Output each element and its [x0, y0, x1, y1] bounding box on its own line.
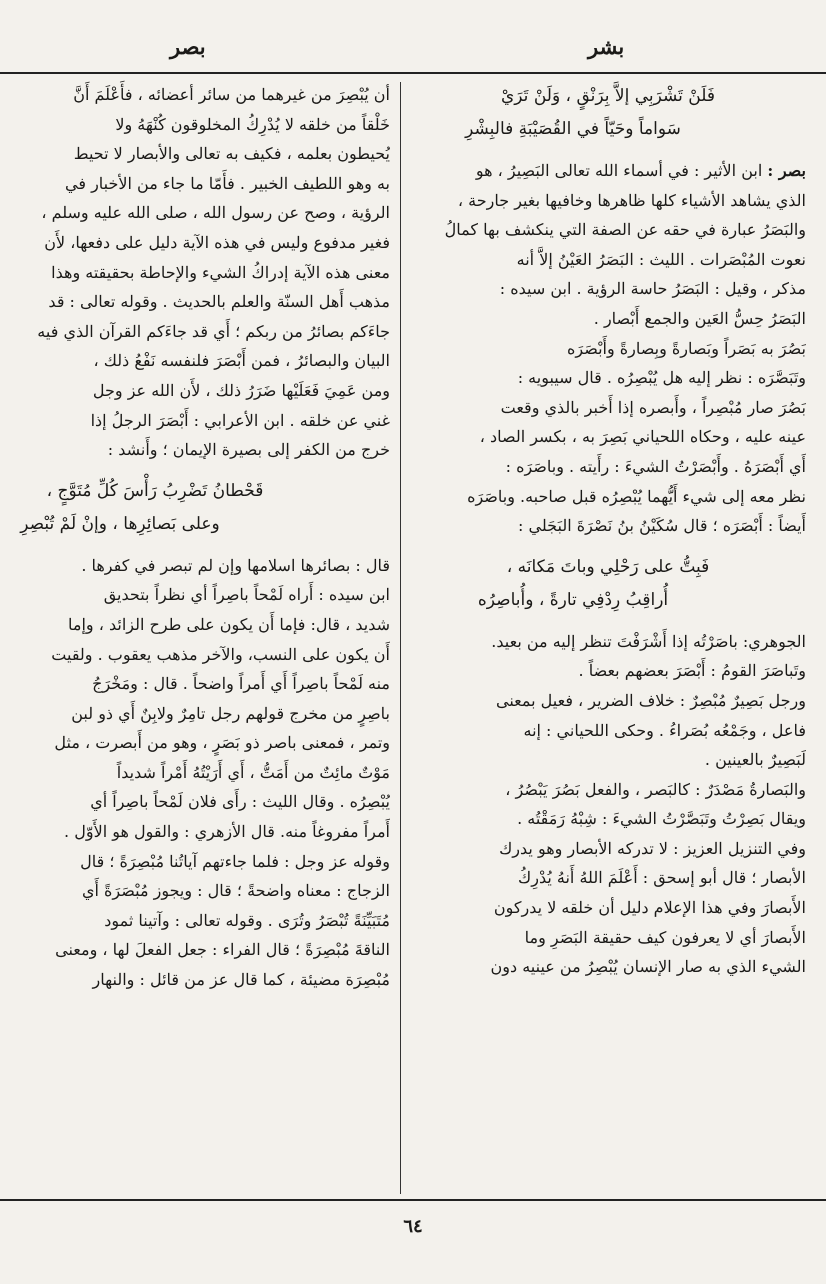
text-line: الشيء الذي به صار الإنسان يُبْصِرُ من عينيه دون — [490, 957, 806, 977]
header-rule — [0, 72, 826, 74]
text-line: والبَصارةُ مَصْدَرٌ : كالبَصر ، والفعل بَصُرَ يَبْصُرُ ، — [505, 779, 806, 799]
text-line: خرج من الكفر إلى بصيرة الإيمان ؛ وأَنشد : — [107, 440, 390, 460]
text-line: مُتَبَيِّنَةً تُبْصَرُ وتُرَى . وقوله تعالى : وآتينا ثمود — [104, 910, 390, 930]
text-line: قال : بصائرها اسلامها وإن لم تبصر في كفرها . — [81, 555, 390, 575]
text-line: مذهب أَهل السنّة والعلم بالحديث . وقوله تعالى : قد — [48, 292, 390, 312]
text-line: غني عن خلقه . ابن الأعرابي : أَبْصَرَ الرجلُ إذا — [90, 410, 390, 430]
text-line: جاءَكم بصائرُ من ربكم ؛ أَي قد جاءَكم القرآن الذي فيه — [37, 321, 390, 341]
text-line: شديد ، قال: فإما أَن يكون على طرح الزائد ، وإما — [68, 614, 390, 634]
verse-line: وعلى بَصائِرِها ، وإنْ لَمْ تُبْصِرِ — [20, 513, 220, 534]
text-line: الناقةَ مُبْصِرَةً ؛ قال الفراء : جعل الفعلَ لها ، ومعنى — [55, 940, 390, 960]
text-line: البَصَرُ حِسُّ العَين والجمع أَبْصار . — [593, 308, 806, 328]
entry-first-line — [410, 156, 806, 186]
verse-block — [410, 80, 806, 146]
text-line: يُبْصِرُه . وقال الليث : رأَى فلان لَمْحاً باصِراً أي — [90, 792, 390, 812]
text-line: باصِرٍ من مخرج قولهم رجل تامِرٌ ولابِنٌ أَي ذو لبن — [71, 703, 390, 723]
column-divider — [400, 82, 401, 1194]
text-line: وتَباصَرَ القومُ : أَبْصَرَ بعضهم بعضاً . — [578, 661, 806, 681]
text-line: ابن سيده : أَراه لَمْحاً باصِراً أي نظراً بتحديق — [103, 585, 390, 605]
footer-rule — [0, 1199, 826, 1201]
text-line: فاعل ، وجَمْعُه بُصَراءُ . وحكى اللحياني : إنه — [523, 720, 806, 740]
text-line: وتَبَصَّرَه : نظر إليه هل يُبْصِرُه . قال سيبويه : — [517, 368, 806, 388]
text-line: الأَبصارَ وفي هذا الإعلام دليل أن خلقه لا يدركون — [493, 898, 806, 918]
verse-line: قَحْطانُ تَضْرِبُ رَأْسَ كُلِّ مُتَوَّجٍ ، — [46, 480, 264, 501]
text-line: والبَصَرُ عبارة في حقه عن الصفة التي ينكشف بها كمالُ — [444, 220, 806, 240]
entry-headword: بصر : — [767, 161, 806, 180]
text-line: ويقال بَصِرْتُ وتَبَصَّرْتُ الشيءَ : شِبْهُ رَمَقْتُه . — [517, 809, 806, 829]
text-line: وقوله عز وجل : فلما جاءتهم آياتُنا مُبْصِرَةً ؛ قال — [80, 851, 390, 871]
text-line: خَلْقاً من خلقه لا يُدْرِكُ المخلوقون كُنْهَهُ ولا — [115, 114, 390, 134]
text-line: أَن يكون على النسب، والآخر مذهب يعقوب . ولقيت — [51, 644, 390, 664]
text-line: مُبْصِرَة مضيئة ، كما قال عز من قائل : والنهار — [92, 970, 390, 990]
verse-line: سَواماً وحَيّاً في القُصَيْبَةِ فالبِشْرِ — [465, 119, 681, 139]
text-line: البيان والبصائرُ ، فمن أَبْصَرَ فلنفسه نَفْعُ ذلك ، — [93, 351, 390, 371]
running-header-right: بشر — [588, 34, 625, 59]
text-line: عينه عليه ، وحكاه اللحياني بَصِرَ به ، بكسر الصاد ، — [479, 427, 806, 447]
text-line: منه لَمْحاً باصِراً أَي أَمراً واضحاً . قال : ومَخْرَجُ — [92, 674, 390, 694]
text-line: الذي يشاهد الأشياء كلها ظاهرها وخافيها بغير جارحة ، — [457, 190, 806, 210]
text-line: الجوهري: باصَرْتُه إذا أَشْرَفْتَ تنظر إليه من بعيد. — [491, 631, 806, 651]
text-line: مَوْتٌ مائِتٌ من أَمَتُّ ، أَي أَرَيْتُهُ أَمْراً شديداً — [116, 762, 390, 782]
text-line: أن يُبْصِرَ من غيرهما من سائر أعضائه ، فأَعْلَمَ أَنَّ — [73, 85, 390, 104]
text-line: الرؤية ، وصح عن رسول الله ، صلى الله عليه وسلم ، — [41, 203, 390, 223]
running-header-left: بصر — [170, 34, 206, 59]
verse-block — [0, 475, 390, 541]
left-column — [0, 80, 390, 995]
text-line: أَمراً مفروغاً منه. قال الأزهري : والقول هو الأَوّل . — [64, 822, 390, 842]
text-line: بَصُرَ صار مُبْصِراً ، وأَبصره إذا أَخبر بالذي وقعت — [500, 397, 806, 417]
text-line: أَيضاً : أَبْصَرَه ؛ قال سُكَيْنُ بنُ نَصْرَةَ البَجَلي : — [518, 516, 806, 536]
entry-text: ابن الأثير : في أسماء الله تعالى البَصِيرُ ، هو — [475, 161, 763, 180]
text-line: ورجل بَصِيرٌ مُبْصِرٌ : خلاف الضرير ، فعيل بمعنى — [495, 690, 806, 710]
verse-line: فَبِتُّ على رَحْلِي وباتَ مَكانَه ، — [506, 556, 710, 577]
text-line: نعوت المُبْصَرات . الليث : البَصَرُ العَيْنُ إلاَّ أنه — [516, 249, 806, 269]
text-line: به وهو اللطيف الخبير . فأَمّا ما جاء من الأخبار في — [65, 173, 390, 193]
text-line: معنى هذه الآية إدراكُ الشيء والإحاطة بحقيقته وهذا — [51, 262, 390, 282]
text-line: فغير مدفوع وليس في هذه الآية دليل على دفعها، لأَن — [44, 232, 390, 252]
text-line: أَي أَبْصَرَهُ . وأَبْصَرْتُ الشيءَ : رأَيته . وباصَرَه : — [505, 456, 806, 476]
text-line: الأَبصارَ أي لا يعرفون كيف حقيقة البَصَرِ وما — [524, 927, 806, 947]
text-line: نظر معه إلى شيء أَيُّهما يُبْصِرُه قبل صاحبه. وباصَرَه — [467, 486, 806, 506]
verse-line: أُراقِبُ رِدْفِي تارةً ، وأُباصِرُه — [477, 589, 669, 610]
text-line: ومن عَمِيَ فَعَلَيْها ضَرَرُ ذلك ، لأَن الله عز وجل — [92, 380, 390, 400]
text-line: وفي التنزيل العزيز : لا تدركه الأبصار وهو يدرك — [499, 838, 806, 858]
verse-line: فَلَنْ تَشْرَبِي إلاَّ بِرَنْقٍ ، وَلَنْ تَرَيْ — [501, 86, 715, 106]
text-line: لَبَصِيرٌ بالعينين . — [704, 750, 806, 770]
right-column — [410, 80, 806, 982]
text-line: وتمر ، فمعنى باصر ذو بَصَرٍ ، وهو من أَبصرت ، مثل — [54, 733, 390, 753]
text-line: الأبصار ؛ قال أبو إسحق : أَعْلَمَ اللهُ أَنهُ يُدْرِكُ — [518, 868, 806, 888]
page-number: ٦٤ — [403, 1216, 423, 1237]
text-line: بَصُرَ به بَصَراً وبَصارةً وبِصارةً وأَبْصَرَه — [566, 338, 806, 358]
text-line: مذكر ، وقيل : البَصَرُ حاسة الرؤية . ابن سيده : — [499, 279, 806, 299]
text-line: يُحيطون بعلمه ، فكيف به تعالى والأبصار لا تحيط — [73, 144, 390, 164]
text-line: الزجاج : معناه واضحةً ؛ قال : ويجوز مُبْصَرَةً أَي — [81, 881, 390, 901]
verse-block — [410, 551, 806, 617]
